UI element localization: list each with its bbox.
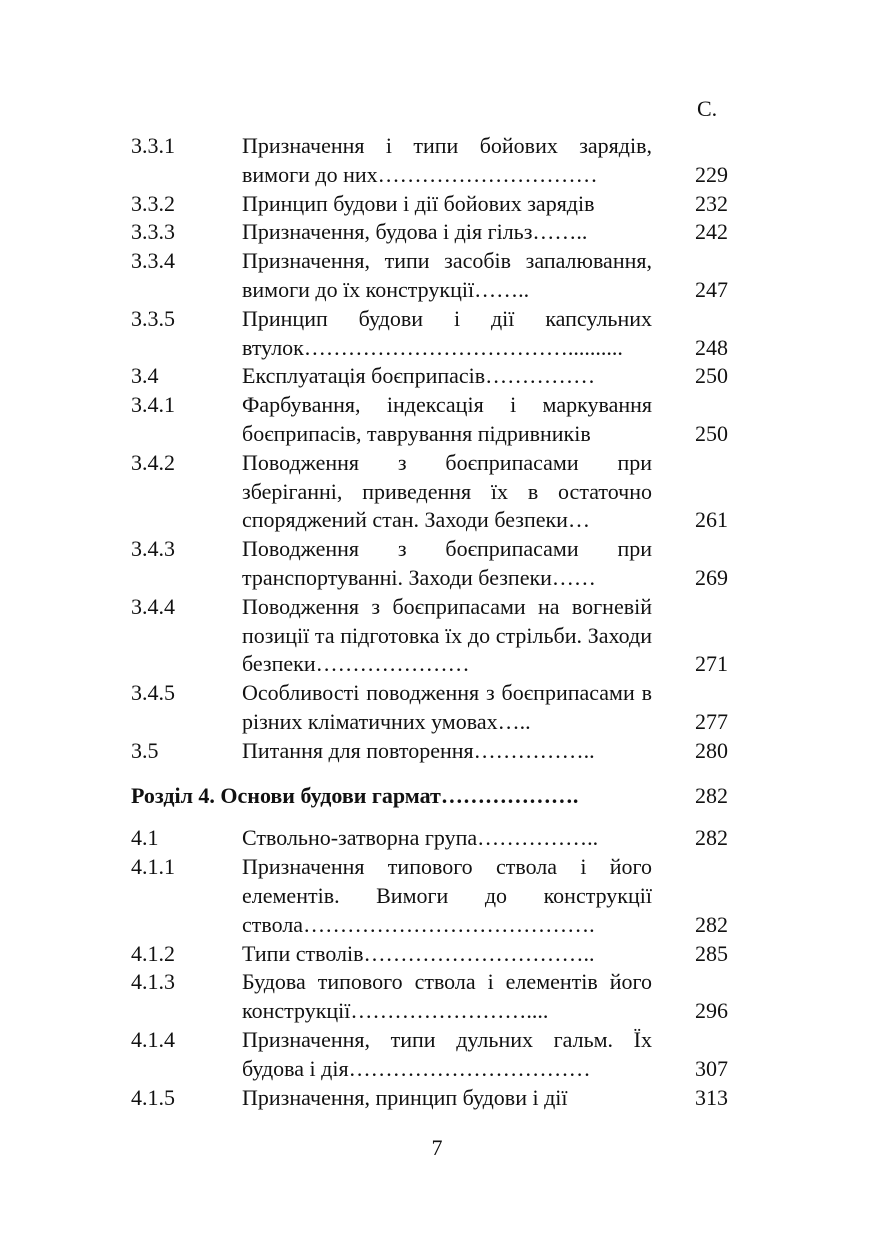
toc-page-number: 232	[695, 190, 728, 216]
toc-page-number: 247	[695, 276, 728, 302]
toc-page-number: 277	[695, 708, 728, 734]
toc-section-title: Призначення, будова і дія гільз……..	[242, 219, 588, 245]
toc-page-number: 280	[695, 737, 728, 763]
toc-section-number: 3.4.3	[131, 536, 175, 562]
toc-page-number: 285	[695, 940, 728, 966]
toc-row	[131, 940, 731, 969]
toc-chapter-row	[131, 782, 731, 811]
toc-row	[131, 824, 731, 853]
toc-section-number: 3.4.4	[131, 593, 175, 619]
toc-row	[131, 391, 731, 449]
toc-row	[131, 362, 731, 391]
toc-section-number: 3.3.1	[131, 133, 175, 158]
toc-row	[131, 305, 731, 363]
toc-section-number: 3.4.2	[131, 449, 175, 475]
toc-section-title: Будова типового ствола і елементів його конструкції……………………....	[242, 969, 652, 1024]
toc-sections-before	[131, 132, 731, 766]
toc-row	[131, 737, 731, 766]
toc-section-title: Поводження з боєприпасами при зберіганні, приведення їх в остаточно споряджений стан. Заходи безпеки…	[242, 449, 652, 533]
toc-section-title: Поводження з боєприпасами при транспортуванні. Заходи безпеки……	[242, 536, 652, 590]
toc-page-number: 269	[695, 564, 728, 590]
page-column-header: С.	[697, 96, 718, 121]
toc-page-number: 282	[695, 782, 728, 808]
toc-page-number: 271	[695, 651, 728, 677]
toc-page-number: 282	[695, 825, 728, 851]
toc-section-title: Питання для повторення……………..	[242, 737, 595, 763]
toc-page-number: 261	[695, 507, 728, 533]
toc-page-number: 296	[695, 998, 728, 1024]
toc-section-title: Особливості поводження з боєприпасами в різних кліматичних умовах…..	[242, 680, 652, 734]
toc-page-number: 250	[695, 363, 728, 389]
toc-section-number: 3.4	[131, 363, 159, 389]
toc-section-title: Експлуатація боєприпасів……………	[242, 363, 596, 389]
toc-row	[131, 247, 731, 305]
toc-section-title: Призначення, типи засобів запалювання, вимоги до їх конструкції……..	[242, 248, 652, 302]
toc-section-title: Ствольно-затворна група……………..	[242, 825, 599, 851]
table-of-contents	[131, 132, 731, 1112]
toc-section-title: Призначення, типи дульних гальм. Їх будова і дія……………………………	[242, 1026, 652, 1081]
toc-page-number: 242	[695, 219, 728, 245]
toc-chapter-title: Розділ 4. Основи будови гармат……………….	[131, 782, 579, 808]
toc-page-number: 250	[695, 420, 728, 446]
toc-row	[131, 968, 731, 1026]
toc-row	[131, 1084, 731, 1113]
toc-page-number: 282	[695, 911, 728, 937]
toc-section-number: 4.1.5	[131, 1084, 175, 1110]
toc-section-number: 4.1.2	[131, 940, 175, 966]
toc-section-title: Призначення, принцип будови і дії	[242, 1084, 568, 1110]
toc-section-title: Призначення типового ствола і його елементів. Вимоги до конструкції ствола………………………………….	[242, 854, 652, 937]
toc-section-number: 3.3.2	[131, 190, 175, 216]
toc-page-number: 248	[695, 334, 728, 360]
toc-section-title: Принцип будови і дії капсульних втулок………………………………..........	[242, 305, 652, 360]
toc-page-number: 229	[695, 161, 728, 187]
toc-section-title: Поводження з боєприпасами на вогневій позиції та підготовка їх до стрільби. Заходи безпеки…………………	[242, 593, 652, 677]
toc-section-number: 4.1.4	[131, 1026, 175, 1052]
toc-sections-after	[131, 824, 731, 1112]
toc-row	[131, 190, 731, 219]
toc-row	[131, 1026, 731, 1084]
toc-section-title: Фарбування, індексація і маркування боєприпасів, таврування підривників	[242, 392, 652, 446]
page-number-footer: 7	[431, 1135, 443, 1160]
toc-row	[131, 535, 731, 593]
toc-section-title: Призначення і типи бойових зарядів, вимоги до них…………………………	[242, 133, 652, 187]
toc-section-number: 3.3.3	[131, 219, 175, 245]
toc-row	[131, 679, 731, 737]
toc-section-number: 3.3.4	[131, 248, 175, 274]
toc-page-number: 313	[695, 1084, 728, 1110]
toc-section-number: 4.1.3	[131, 969, 175, 995]
toc-section-title: Принцип будови і дії бойових зарядів	[242, 190, 595, 216]
toc-section-number: 3.5	[131, 737, 159, 763]
toc-row	[131, 218, 731, 247]
toc-section-number: 3.3.5	[131, 305, 175, 331]
toc-row	[131, 853, 731, 939]
toc-section-title: Типи стволів…………………………..	[242, 940, 595, 966]
toc-section-number: 4.1	[131, 825, 159, 851]
toc-row	[131, 132, 731, 190]
toc-section-number: 3.4.1	[131, 392, 175, 418]
toc-page-number: 307	[695, 1055, 728, 1081]
toc-row	[131, 593, 731, 679]
toc-section-number: 3.4.5	[131, 680, 175, 706]
toc-row	[131, 449, 731, 535]
toc-section-number: 4.1.1	[131, 854, 175, 880]
